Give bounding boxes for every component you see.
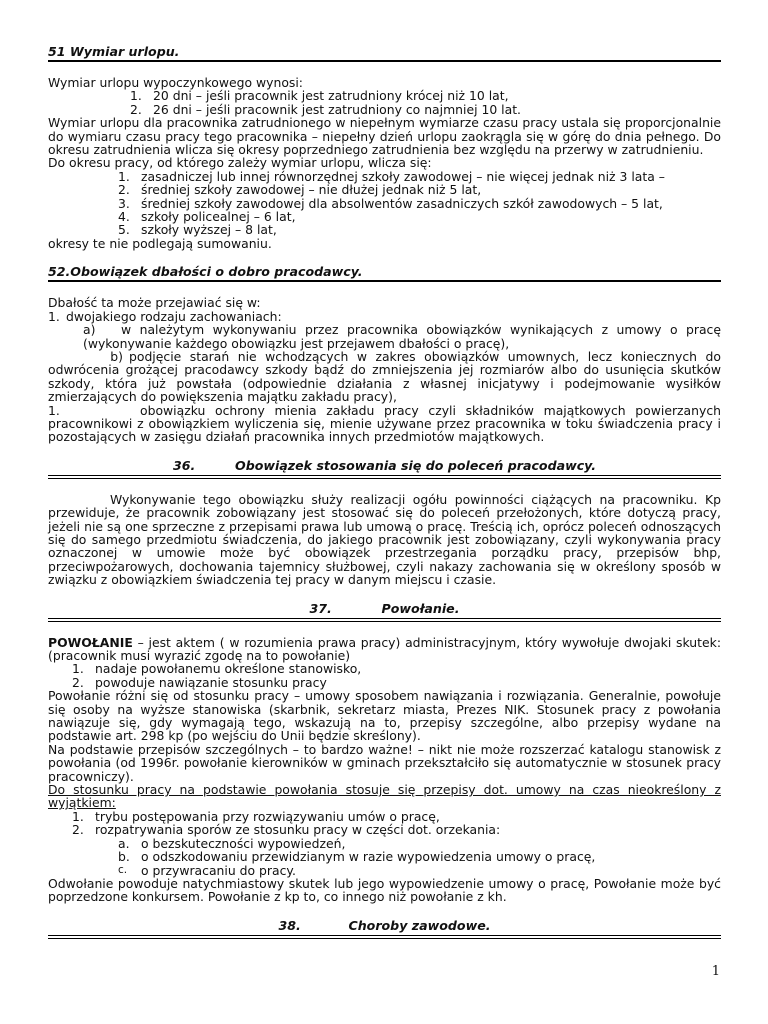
list-item: c. o przywracaniu do pracy. xyxy=(118,862,296,878)
list-item: 4. szkoły policealnej – 6 lat, xyxy=(118,209,296,225)
s51-para1: Wymiar urlopu dla pracownika zatrudnionego w niepełnym wymiarze czasu pracy ustala się proporcjonalnie do wymiaru czasu pracy tego pracownika – niepełny dzień urlopu zaokrągla się w górę do dnia pełnego. Do okresu zatrudnienia wlicza się okresy poprzedniego zatrudnienia bez względu na przerwy w zatrudnieniu. xyxy=(48,115,721,158)
list-item: b) podjęcie starań nie wchodzących w zakres obowiązków umownych, lecz koniecznych do odwrócenia grożącej pracodawcy szkody bądź do zmniejszenia jej rozmiarów albo do usunięcia skutków szkody, która już powstała (odpowiednie działania z własnej inicjatywy i podejmowanie wysiłków zmierzających do powiększenia majątku zakładu pracy), xyxy=(48,348,721,405)
list-item: 2. powoduje nawiązanie stosunku pracy xyxy=(72,674,327,690)
s51-intro: Wymiar urlopu wypoczynkowego wynosi: xyxy=(48,75,303,90)
list-item: 2. rozpatrywania sporów ze stosunku pracy w części dot. orzekania: xyxy=(72,822,501,838)
s37-closing: Odwołanie powoduje natychmiastowy skutek lub jego wypowiedzenie umowy o pracę, Powołanie może być poprzedzone konkursem. Powołanie z kp to, co innego niż powołanie z kh. xyxy=(48,875,721,905)
page-number: 1 xyxy=(711,964,720,979)
list-item: 1. zasadniczej lub innej równorzędnej szkoły zawodowej – nie więcej jednak niż 3 lata – xyxy=(118,168,665,184)
section-37-heading: 37. Powołanie. xyxy=(309,600,460,616)
list-item: a. o bezskuteczności wypowiedzeń, xyxy=(118,835,346,851)
list-item: 1. nadaje powołanemu określone stanowisko, xyxy=(72,661,362,677)
list-item: b. o odszkodowaniu przewidzianym w razie wypowiedzenia umowy o pracę, xyxy=(118,849,596,865)
s37-definition: POWOŁANIE – jest aktem ( w rozumienia prawa pracy) administracyjnym, który wywołuje dwojaki skutek: (pracownik musi wyrazić zgodę na to powołanie) xyxy=(48,634,721,663)
s37-para2: Na podstawie przepisów szczególnych – to bardzo ważne! – nikt nie może rozszerzać katalogu stanowisk z powołania (od 1996r. powołanie kierowników w gminach przekształciło się automatycznie w stosunek pracy pracowniczy). xyxy=(48,741,721,784)
section-38-rule xyxy=(48,935,721,939)
list-item: 1. dwojakiego rodzaju zachowaniach: xyxy=(48,308,282,324)
s52-intro: Dbałość ta może przejawiać się w: xyxy=(48,295,261,311)
term-powolanie: POWOŁANIE xyxy=(48,634,133,650)
s37-para1: Powołanie różni się od stosunku pracy – umowy sposobem nawiązania i rozwiązania. Generalnie, powołuje się osoby na wyższe stanowiska (skarbnik, sekretarz miasta, Prezes NIK. Stosunek pracy z powołania nawiązuje się, gdy wymagają tego, wskazują na to, przepisy szczególne, albo przepisy wydane na podstawie art. 298 kp (po wejściu do Unii będzie skreślony). xyxy=(48,688,721,744)
section-36-heading: 36. Obowiązek stosowania się do poleceń pracodawcy. xyxy=(172,457,597,473)
section-38-heading: 38. Choroby zawodowe. xyxy=(278,917,491,933)
list-item: 2. 26 dni – jeśli pracownik jest zatrudniony co najmniej 10 lat. xyxy=(130,101,521,117)
list-item: 3. średniej szkoły zawodowej dla absolwentów zasadniczych szkół zawodowych – 5 lat, xyxy=(118,195,663,211)
list-item: 2. średniej szkoły zawodowej – nie dłużej jednak niż 5 lat, xyxy=(118,182,482,198)
s37-underlined: Do stosunku pracy na podstawie powołania stosuje się przepisy dot. umowy na czas nieokreślony z wyjątkiem: xyxy=(48,782,721,811)
s51-closing: okresy te nie podlegają sumowaniu. xyxy=(48,235,272,251)
list-item: 1. trybu postępowania przy rozwiązywaniu umów o pracę, xyxy=(72,808,440,824)
list-item: 5. szkoły wyższej – 8 lat, xyxy=(118,222,277,238)
list-item: 1. 20 dni – jeśli pracownik jest zatrudniony krócej niż 10 lat, xyxy=(130,88,509,104)
section-51-heading: 51 Wymiar urlopu. xyxy=(48,44,180,59)
list-item: a) w należytym wykonywaniu przez pracownika obowiązków wynikających z umowy o pracę (wykonywanie każdego obowiązku jest przejawem dbałości o pracę), xyxy=(83,322,721,351)
s51-para2: Do okresu pracy, od którego zależy wymiar urlopu, wlicza się: xyxy=(48,155,432,171)
s36-body: Wykonywanie tego obowiązku służy realizacji ogółu powinności ciążących na pracowniku. Kp przewiduje, że pracownik zobowiązany jest stosować się do poleceń przełożonych, które dotyczą pracy, jeżeli nie są one sprzeczne z przepisami prawa lub umową o pracę. Treścią ich, oprócz poleceń odnoszących się do samego przedmiotu świadczenia, do jakiego pracownik jest zobowiązany, czyli wykonywania pracy oznaczonej w umowie może być obowiązek przestrzegania porządku pracy, przepisów bhp, przeciwpożarowych, dochowania tajemnicy służbowej, czyli nakazy zachowania się w określony sposób w związku z obowiązkiem świadczenia tej pracy w danym miejscu i czasie. xyxy=(48,491,721,588)
list-item: 1. obowiązku ochrony mienia zakładu pracy czyli składników majątkowych powierzanych pracownikowi z obowiązkiem wyliczenia się, mienie używane przez pracownika w toku świadczenia pracy i pozostających w zasięgu działań pracownika innych przedmiotów majątkowych. xyxy=(48,402,721,445)
document-page xyxy=(48,0,721,939)
section-52-heading: 52.Obowiązek dbałości o dobro pracodawcy. xyxy=(48,264,363,280)
